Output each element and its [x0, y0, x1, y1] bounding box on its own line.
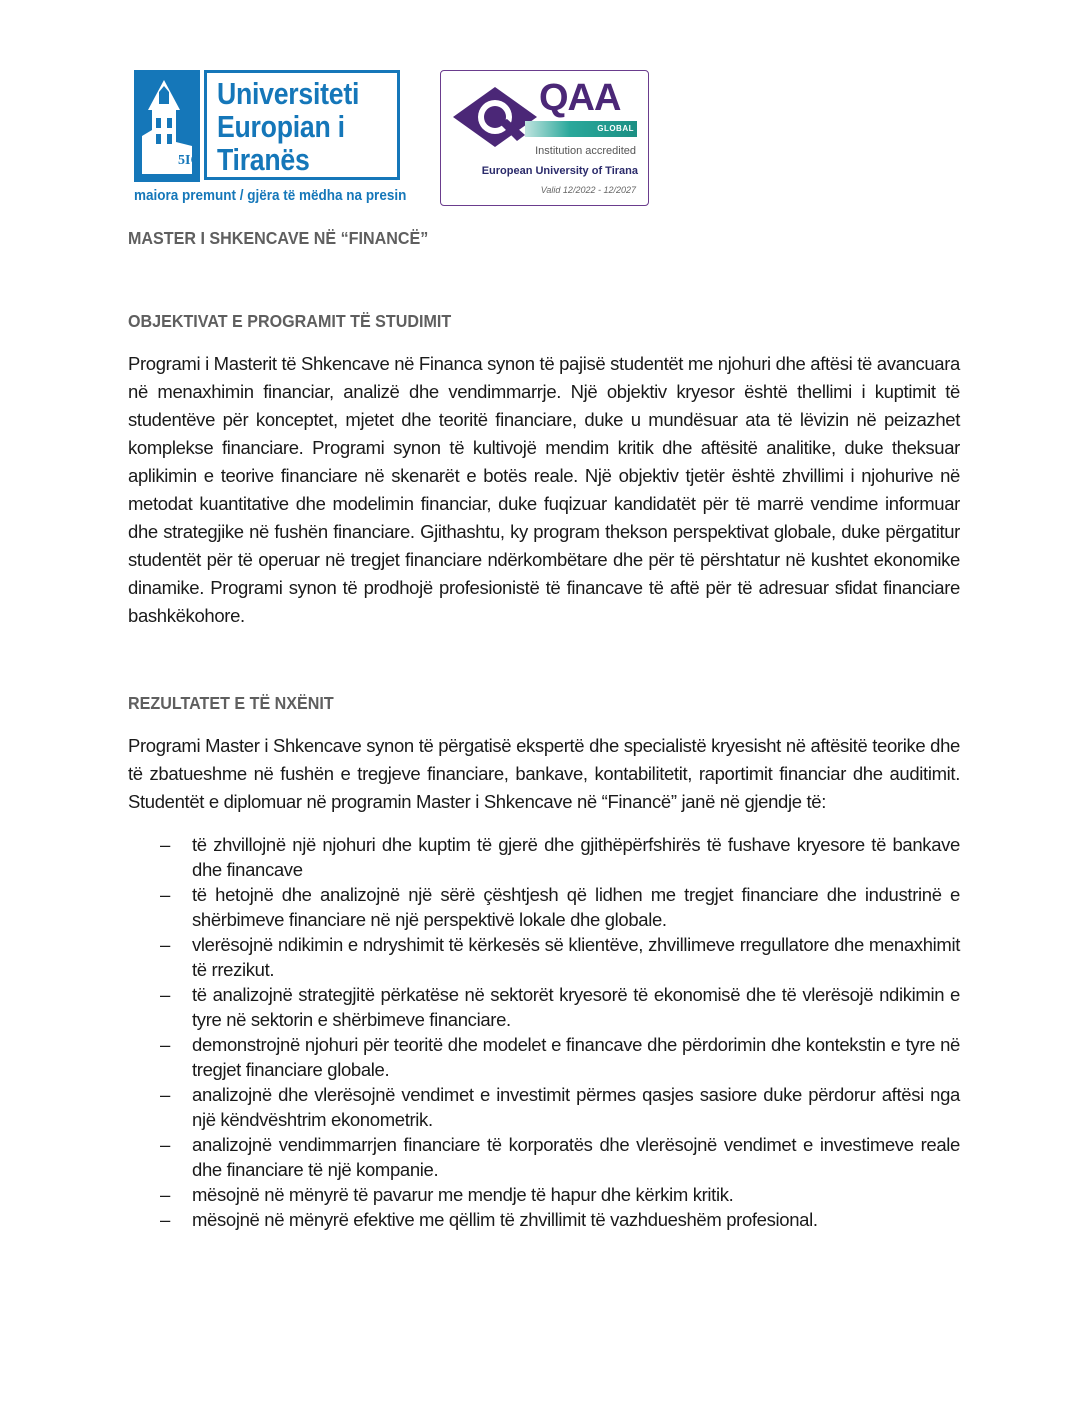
list-bullet: –	[160, 934, 170, 955]
qaa-q-mark-icon	[451, 83, 539, 151]
university-name-line-3: Tiranës	[217, 142, 310, 177]
outcomes-list	[128, 832, 960, 1232]
university-tower-emblem-icon	[134, 70, 200, 182]
list-item-text: mësojnë në mënyrë efektive me qëllim të zhvillimit të vazhdueshëm profesional.	[192, 1209, 818, 1230]
list-item-text: të analizojnë strategjitë përkatëse në sektorët kryesorë të ekonomisë dhe të vlerësojë ndikimin e tyre në sektorin e shërbimeve financiare.	[192, 984, 960, 1030]
list-item	[128, 932, 960, 982]
list-item	[128, 1182, 960, 1207]
list-item	[128, 982, 960, 1032]
section-objectives-heading: OBJEKTIVAT E PROGRAMIT TË STUDIMIT	[128, 311, 452, 331]
list-bullet: –	[160, 984, 170, 1005]
list-bullet: –	[160, 1084, 170, 1105]
section-learning-outcomes	[128, 693, 960, 1232]
qaa-validity: Valid 12/2022 - 12/2027	[540, 185, 636, 195]
list-item-text: analizojnë dhe vlerësojnë vendimet e investimit përmes qasjes sasiore duke përdorur aftësi nga një këndvështrim ekonometrik.	[192, 1084, 960, 1130]
university-motto: maiora premunt / gjëra të mëdha na presin	[134, 187, 407, 204]
list-item-text: të hetojnë dhe analizojnë një sërë çështjesh që lidhen me tregjet financiare dhe industrinë e shërbimeve financiare në një perspektivë lokale dhe globale.	[192, 884, 960, 930]
document-title-block	[128, 228, 960, 249]
qaa-institution-name: European University of Tirana	[481, 165, 638, 177]
list-bullet: –	[160, 1209, 170, 1230]
list-bullet: –	[160, 834, 170, 855]
university-logo	[134, 70, 406, 208]
list-item	[128, 882, 960, 932]
qaa-letters: QAA	[539, 77, 621, 119]
section-outcomes-intro: Programi Master i Shkencave synon të përgatisë ekspertë dhe specialistë kryesisht në aftësitë teorike dhe të zbatueshme në fushën e tregjeve financiare, bankave, kontabilitetit, raportimit financiar dhe auditimit. Studentët e diplomuar në programin Master i Shkencave në “Financë” janë në gjendje të:	[128, 735, 960, 812]
list-item	[128, 832, 960, 882]
list-item	[128, 1032, 960, 1082]
list-bullet: –	[160, 1184, 170, 1205]
section-objectives	[128, 311, 960, 630]
list-bullet: –	[160, 884, 170, 905]
list-item	[128, 1132, 960, 1182]
section-outcomes-heading: REZULTATET E TË NXËNIT	[128, 693, 334, 713]
university-name-line-2: Europian i	[217, 109, 345, 144]
list-item	[128, 1082, 960, 1132]
qaa-global-tag: GLOBAL	[597, 124, 634, 133]
qaa-accreditation-badge	[440, 70, 649, 206]
section-objectives-body: Programi i Masterit të Shkencave në Financa synon të pajisë studentët me njohuri dhe aftësi të avancuara në menaxhimin financiar, analizë dhe vendimmarrje. Një objektiv kryesor është thellimi i kuptimit të studentëve për konceptet, mjetet dhe teoritë financiare, duke u mundësuar ata të lëvizin në peizazhet komplekse financiare. Programi synon të kultivojë mendim kritik dhe aftësitë analitike, duke theksuar aplikimin e teorive financiare në skenarët e botës reale. Një objektiv tjetër është zhvillimi i njohurive në metodat kuantitative dhe modelimin financiar, duke fuqizuar kandidatët për të marrë vendime informuar dhe strategjike në fushën financiare. Gjithashtu, ky program thekson perspektivat globale, duke përgatitur studentët për të operuar në tregjet financiare ndërkombëtare dhe për të përshtatur në kushtet ekonomike dinamike. Programi synon të prodhojë profesionistë të financave të aftë për të adresuar sfidat financiare bashkëkohore.	[128, 353, 960, 626]
list-item	[128, 1207, 960, 1232]
list-item-text: të zhvillojnë një njohuri dhe kuptim të gjerë dhe gjithëpërfshirës të fushave kryesore të bankave dhe financave	[192, 834, 960, 880]
list-bullet: –	[160, 1034, 170, 1055]
university-name-line-1: Universiteti	[217, 76, 360, 111]
university-name	[217, 77, 359, 176]
document-title: MASTER I SHKENCAVE NË “FINANCË”	[128, 228, 429, 248]
university-name-box	[204, 70, 400, 180]
svg-text:5IC: 5IC	[178, 153, 200, 168]
list-bullet: –	[160, 1134, 170, 1155]
qaa-institution-accredited: Institution accredited	[535, 145, 636, 157]
list-item-text: vlerësojnë ndikimin e ndryshimit të kërkesës së klientëve, zhvillimeve rregullatore dhe menaxhimit të rrezikut.	[192, 934, 960, 980]
list-item-text: demonstrojnë njohuri për teoritë dhe modelet e financave dhe përdorimin dhe kontekstin e tyre në tregjet financiare globale.	[192, 1034, 960, 1080]
list-item-text: mësojnë në mënyrë të pavarur me mendje të hapur dhe kërkim kritik.	[192, 1184, 734, 1205]
list-item-text: analizojnë vendimmarrjen financiare të korporatës dhe vlerësojnë vendimet e investimeve reale dhe financiare të një kompanie.	[192, 1134, 960, 1180]
